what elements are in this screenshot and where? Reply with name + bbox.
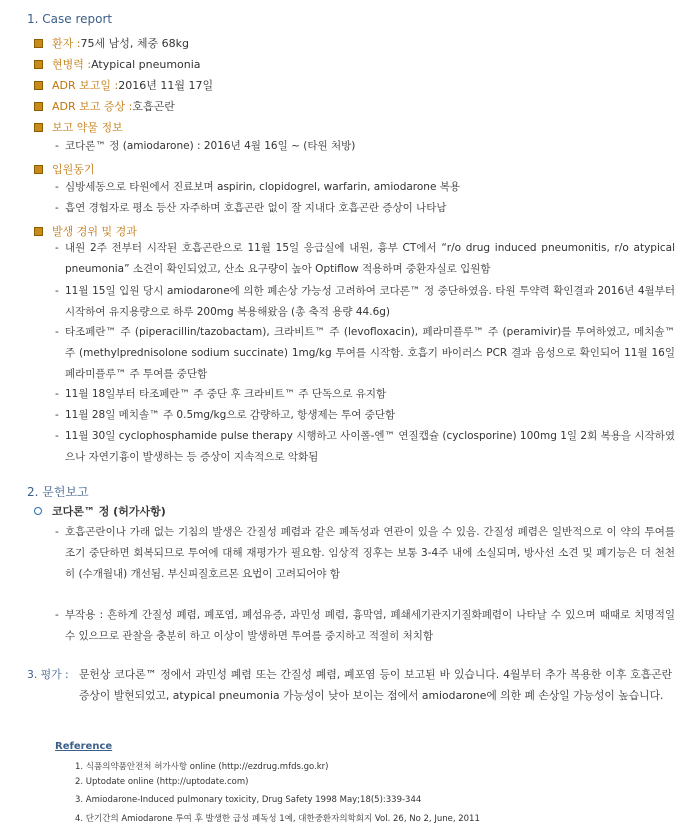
section-1-title: 1. Case report (27, 12, 113, 26)
course-line: - 타조페란™ 주 (piperacillin/tazobactam), 크라비트™ 주 (levofloxacin), 페라미플루™ 주 (peramivir)를 투여하였고, 메치솔™ 주 (methylprednisolone sodium succinate) 1mg/kg 투여를 시작함. 호흡기 바이러스 PCR 결과 음성으로 확인되어 11월 16일 페라미플루™ 주 투여를 중단함 (55, 322, 675, 385)
evaluation-text: 문헌상 코다론™ 정에서 과민성 폐렴 또는 간질성 폐렴, 폐포염 등이 보고된 바 있습니다. 4월부터 추가 복용한 이후 호흡곤란 증상이 발현되었고, atypical pneumonia 가능성이 낮아 보이는 점에서 amiodarone에 의한 폐 손상일 가능성이 높습니다. (79, 668, 672, 702)
dash-icon: - (55, 526, 59, 538)
dash-icon: - (55, 181, 59, 193)
square-bullet-icon (34, 60, 43, 69)
literature-subtitle (34, 503, 166, 519)
item-label: ADR 보고일 : (52, 79, 119, 92)
evaluation (27, 664, 672, 706)
reference-item: 4. 단기간의 Amiodarone 투여 후 발생한 급성 폐독성 1예, 대한중환자의학회지 Vol. 26, No 2, June, 2011 (75, 814, 480, 824)
square-bullet-icon (34, 123, 43, 132)
literature-subtitle-text: 코다론™ 정 (허가사항) (52, 505, 166, 518)
item-label: ADR 보고 증상 : (52, 100, 133, 113)
item-value: 75세 남성, 체중 68kg (80, 37, 189, 50)
course-line: - 11월 30일 cyclophosphamide pulse therapy 시행하고 사이폴-엔™ 연질캡슐 (cyclosporine) 100mg 1일 2회 복용을 시작하였으나 자연기흉이 발생하는 등 증상이 지속적으로 악화됨 (55, 426, 675, 468)
square-bullet-icon (34, 39, 43, 48)
item-label: 환자 : (52, 37, 81, 50)
square-bullet-icon (34, 165, 43, 174)
course-label: 발생 경위 및 경과 (52, 225, 137, 238)
circle-bullet-icon (34, 507, 42, 515)
square-bullet-icon (34, 102, 43, 111)
item-value: 호흡곤란 (132, 100, 175, 113)
course-line: - 11월 18일부터 타조페란™ 주 중단 후 크라비트™ 주 단독으로 유지함 (55, 384, 675, 405)
dash-icon: - (55, 140, 59, 152)
dash-icon: - (55, 409, 59, 421)
dash-icon: - (55, 326, 59, 338)
dash-icon: - (55, 388, 59, 400)
dash-icon: - (55, 430, 59, 442)
course-line: - 11월 15일 입원 당시 amiodarone에 의한 폐손상 가능성 고려하여 코다론™ 정 중단하였음. 타원 투약력 확인결과 2016년 4월부터 시작하여 유지용량으로 하루 200mg 복용해왔음 (총 축적 용량 44.6g) (55, 281, 675, 323)
item-symptom (34, 98, 175, 114)
course-line: - 내원 2주 전부터 시작된 호흡곤란으로 11월 15일 응급실에 내원, 흉부 CT에서 “r/o drug induced pneumonitis, r/o atypical pneumonia” 소견이 확인되었고, 산소 요구량이 높아 Optiflow 적용하며 중환자실로 입원함 (55, 238, 675, 280)
drug-info-heading (34, 119, 123, 135)
reference-item: 3. Amiodarone-Induced pulmonary toxicity, Drug Safety 1998 May;18(5):339-344 (75, 795, 422, 805)
admission-label: 입원동기 (52, 163, 95, 176)
literature-line: - 부작용 : 흔하게 간질성 폐렴, 폐포염, 폐섬유증, 과민성 폐렴, 흉막염, 폐쇄세기관지기질화폐렴이 나타날 수 있으며 때때로 치명적일 수 있으므로 관찰을 충분히 하고 이상이 발생하면 투여를 중지하고 적절히 처치함 (55, 605, 675, 647)
section-2-title: 2. 문헌보고 (27, 485, 89, 499)
admission-line: - 흡연 경험자로 평소 등산 자주하며 호흡곤란 없이 잘 지내다 호흡곤란 증상이 나타남 (55, 198, 675, 219)
course-line: - 11월 28일 메치솔™ 주 0.5mg/kg으로 감량하고, 항생제는 투여 중단함 (55, 405, 675, 426)
reference-item: 1. 식품의약품안전처 허가사항 online (http://ezdrug.mfds.go.kr) (75, 762, 329, 772)
literature-line: - 호흡곤란이나 가래 없는 기침의 발생은 간질성 폐렴과 같은 폐독성과 연관이 있을 수 있음. 간질성 폐렴은 일반적으로 이 약의 투여를 조기 중단하면 회복되므로 투여에 대해 재평가가 필요함. 임상적 징후는 보통 3-4주 내에 소실되며, 방사선 소견 및 폐기능은 더 천천히 (수개월내) 개선됨. 부신피질호르몬 요법이 고려되어야 함 (55, 522, 675, 585)
item-patient (34, 35, 189, 51)
item-label: 현병력 : (52, 58, 92, 71)
drug-info-label: 보고 약물 정보 (52, 121, 123, 134)
reference-title: Reference (55, 741, 113, 752)
drug-info-line: - 코다론™ 정 (amiodarone) : 2016년 4월 16일 ~ (타원 처방) (55, 136, 675, 157)
evaluation-label: 3. 평가 : (27, 668, 69, 681)
dash-icon: - (55, 609, 59, 621)
dash-icon: - (55, 202, 59, 214)
admission-heading (34, 161, 95, 177)
item-history (34, 56, 201, 72)
item-report-date (34, 77, 213, 93)
admission-line: - 심방세동으로 타원에서 진료보며 aspirin, clopidogrel, warfarin, amiodarone 복용 (55, 177, 675, 198)
item-value: Atypical pneumonia (91, 57, 201, 71)
course-heading (34, 223, 137, 239)
dash-icon: - (55, 242, 59, 254)
reference-item: 2. Uptodate online (http://uptodate.com) (75, 777, 249, 787)
dash-icon: - (55, 285, 59, 297)
square-bullet-icon (34, 227, 43, 236)
item-value: 2016년 11월 17일 (118, 79, 214, 92)
square-bullet-icon (34, 81, 43, 90)
